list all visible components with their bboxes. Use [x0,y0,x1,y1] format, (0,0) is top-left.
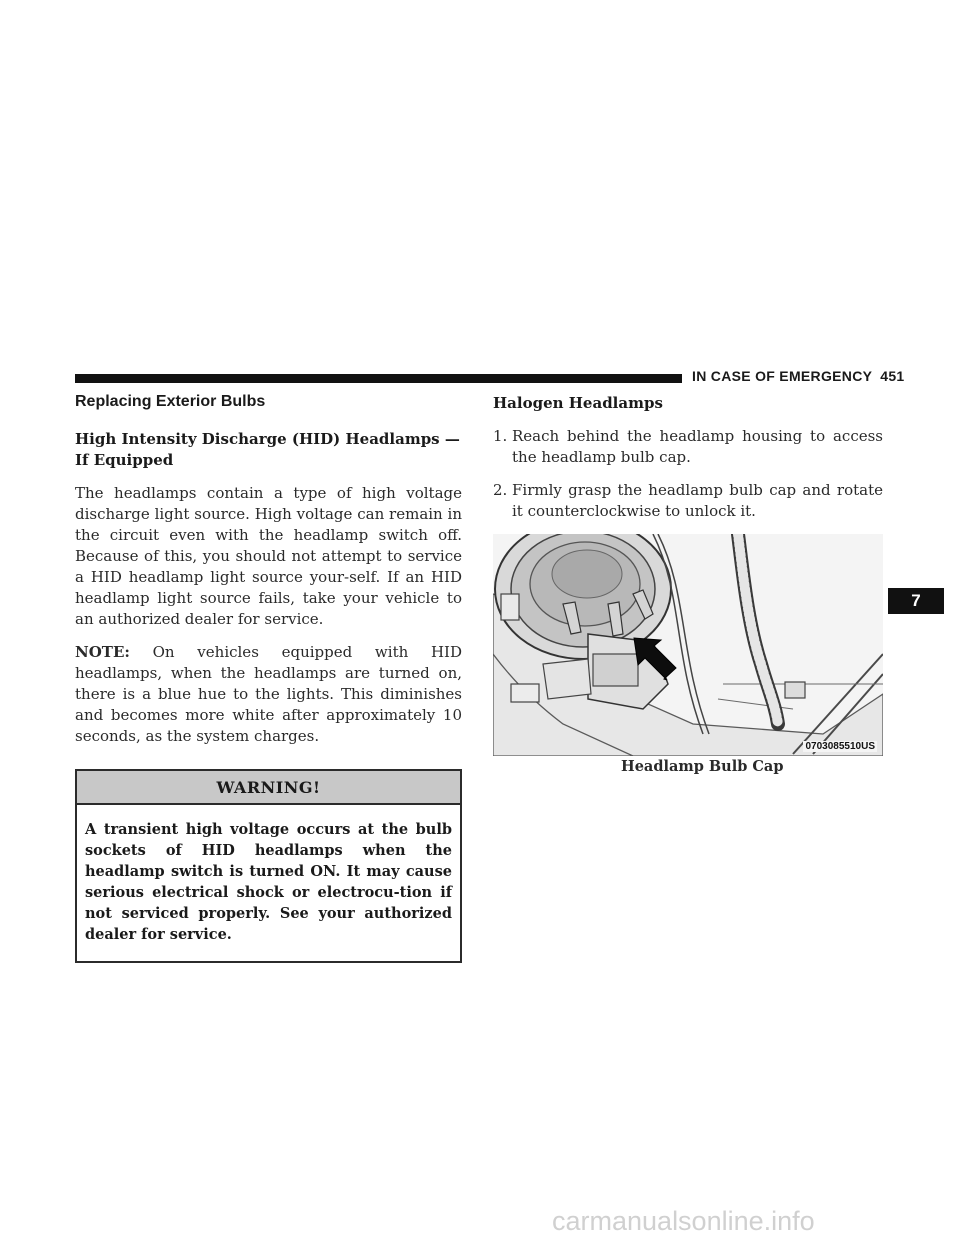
note-label: NOTE: [75,643,130,661]
section-heading: Replacing Exterior Bulbs [75,393,266,410]
page-number: 451 [880,368,905,384]
step-text: Firmly grasp the headlamp bulb cap and rotate it counterclockwise to unlock it. [512,481,883,520]
watermark-logo: carmanualsonline.info [552,1206,815,1236]
step-item [493,426,883,468]
note-paragraph [75,642,462,747]
step-number: 1. [493,427,508,445]
warning-box [75,769,462,963]
figure-code: 0703085510US [805,741,875,752]
step-text: Reach behind the headlamp housing to access the headlamp bulb cap. [512,427,883,466]
chapter-tab: 7 [888,588,944,614]
hid-paragraph: The headlamps contain a type of high voltage discharge light source. High voltage can remain in the circuit even with the headlamp switch off. Because of this, you should not attempt to service a HID headlamp light source your-self. If an HID headlamp light source fails, take your vehicle to an authorized dealer for service. [75,484,462,628]
figure-caption: Headlamp Bulb Cap [621,758,784,775]
note-text: On vehicles equipped with HID headlamps, when the headlamps are turned on, there is a blue hue to the lights. This diminishes and becomes more white after approximately 10 seconds, as the system charges. [75,643,462,745]
left-column [75,393,462,963]
step-item [493,480,883,522]
header-section-title: IN CASE OF EMERGENCY [692,368,873,384]
running-header [692,368,905,384]
header-rule [75,374,682,383]
step-number: 2. [493,481,508,499]
warning-body: A transient high voltage occurs at the bulb sockets of HID headlamps when the headlamp switch is turned ON. It may cause serious electrical shock or electrocu-tion if not serviced properly. See your authorized dealer for service. [85,821,452,943]
headlamp-figure [493,534,883,756]
headlamp-illustration [493,534,883,756]
warning-title: WARNING! [77,771,460,805]
right-column [493,393,883,775]
hid-subheading: High Intensity Discharge (HID) Headlamps — If Equipped [75,430,460,469]
halogen-subheading: Halogen Headlamps [493,394,663,412]
